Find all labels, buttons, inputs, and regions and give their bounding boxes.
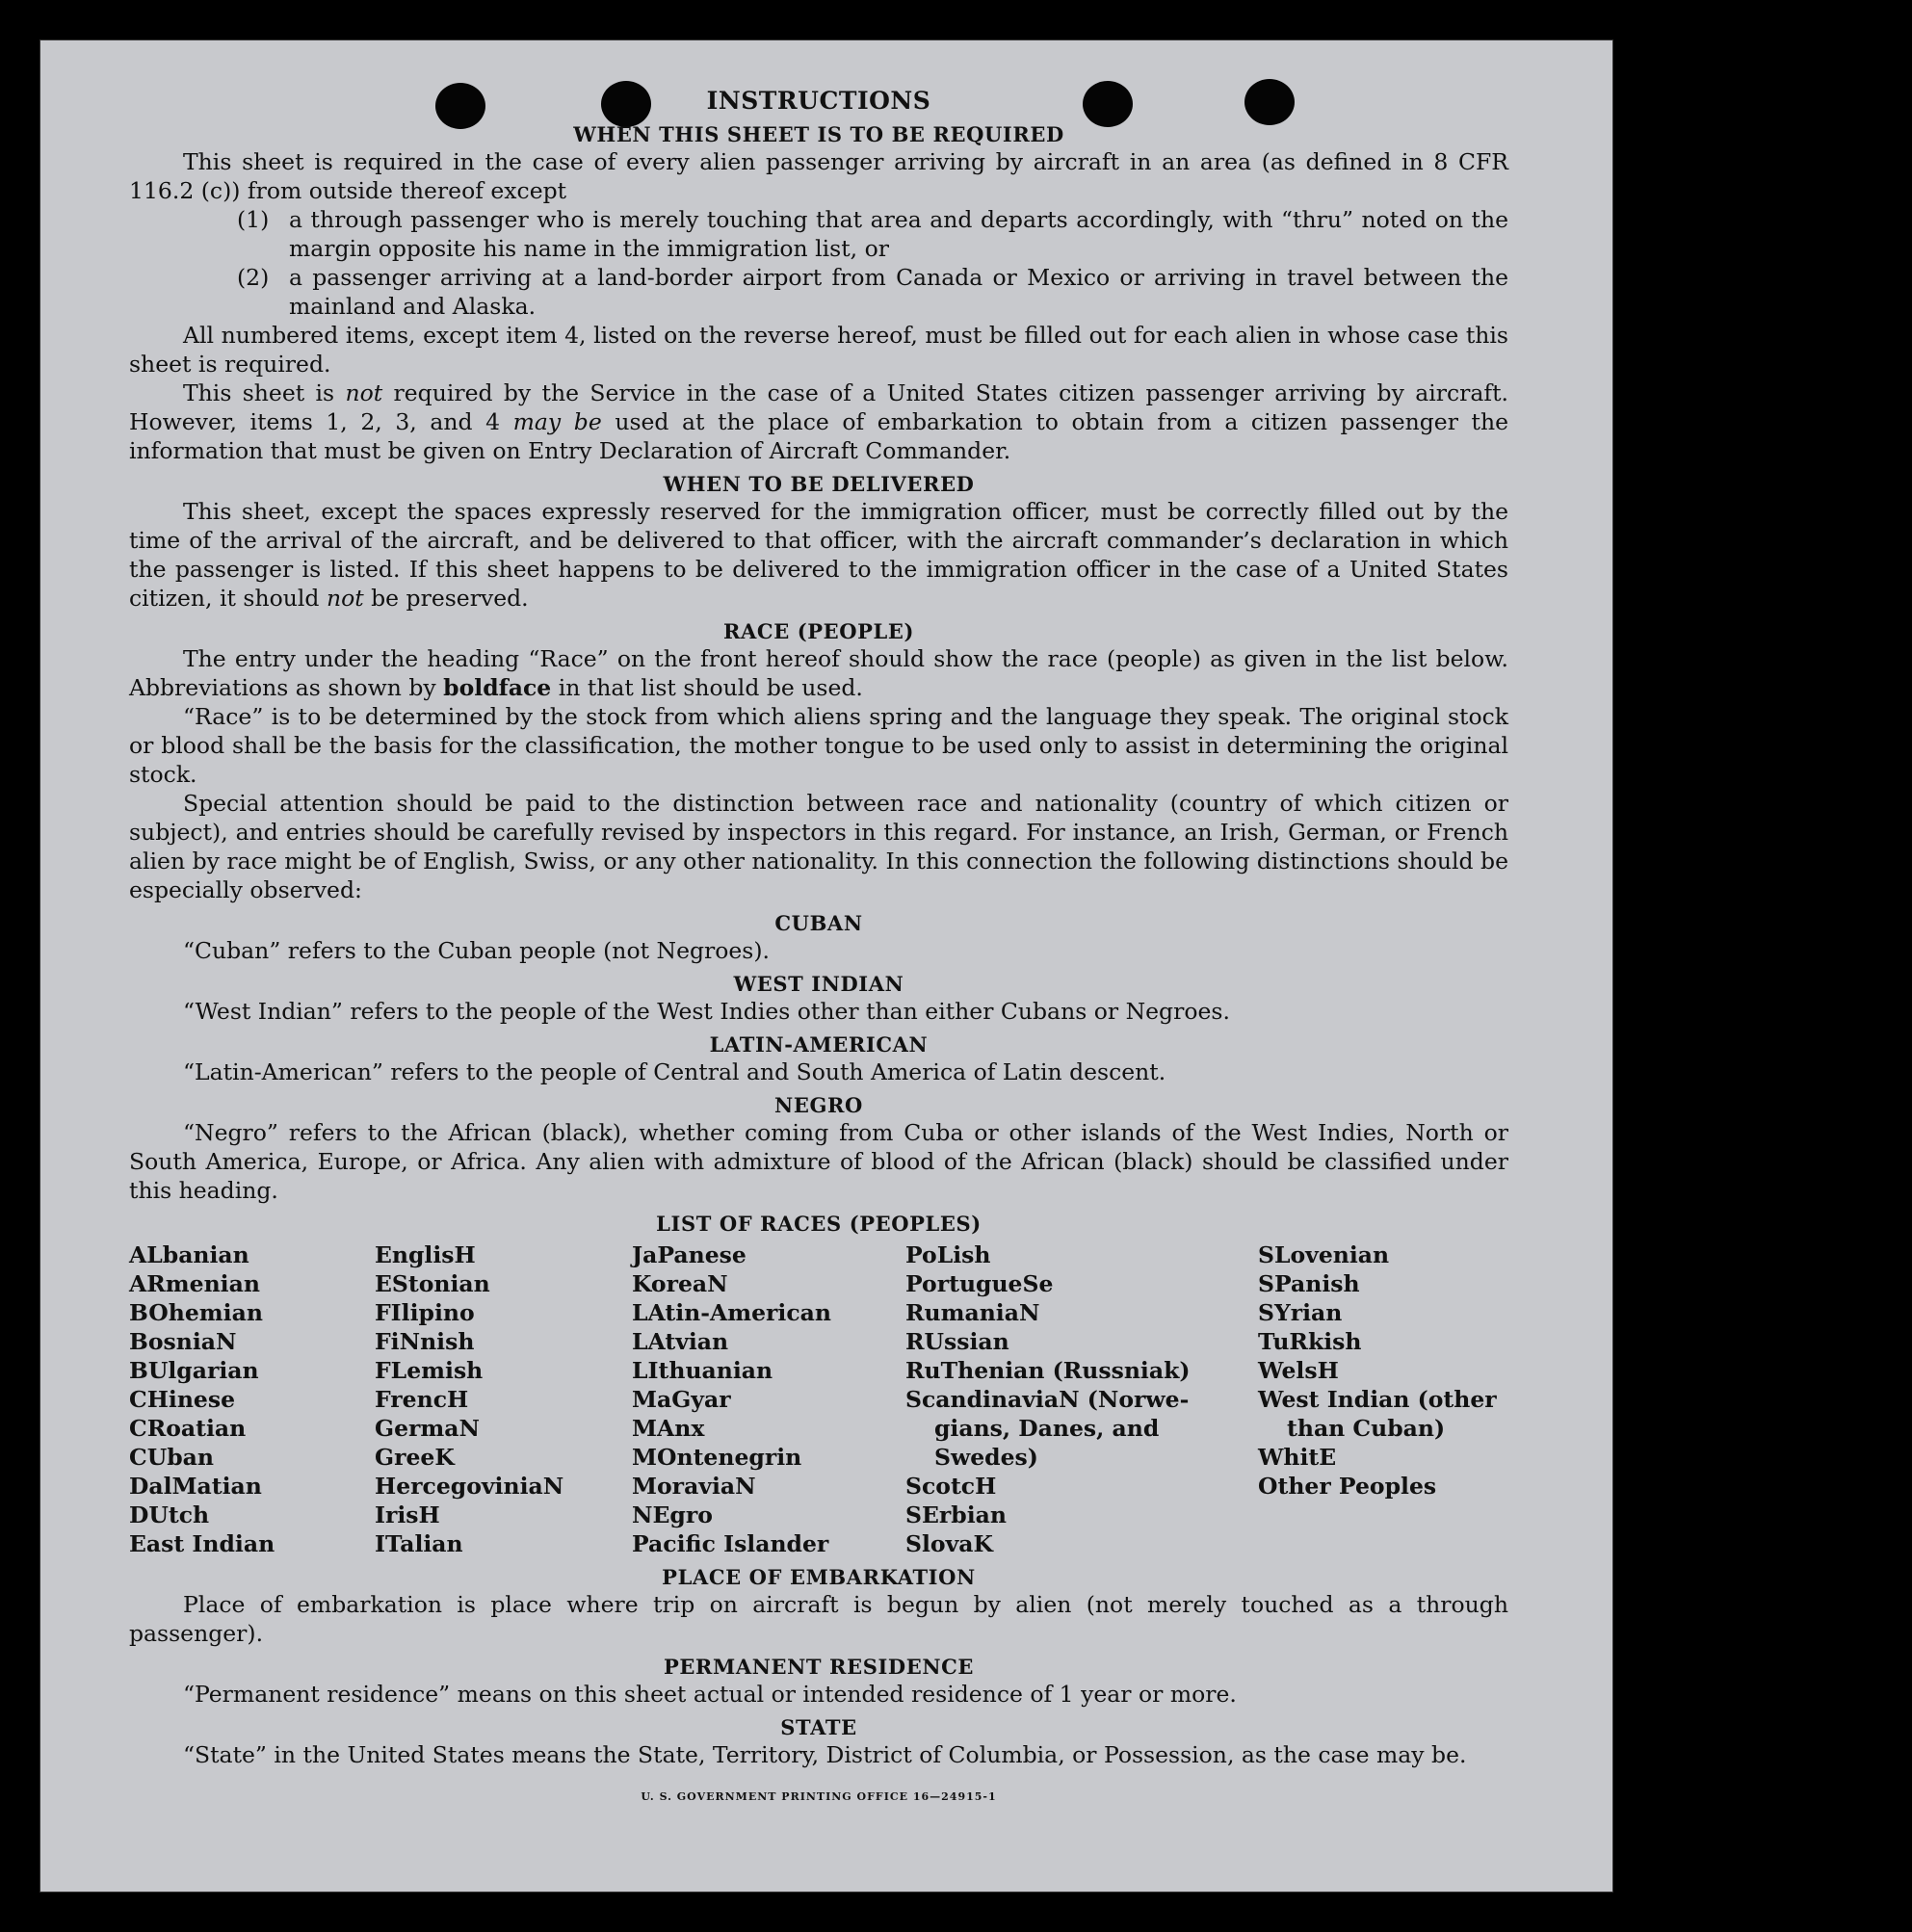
race-entry-continuation: gians, Danes, and: [934, 1415, 1160, 1442]
negro-paragraph: “Negro” refers to the African (black), whether coming from Cuba or other islands of the West Indies, North or South America, Europe, or Africa. Any alien with admixture of blood of the African (black) should be classified under this heading.: [129, 1119, 1508, 1204]
residence-paragraph: “Permanent residence” means on this sheet actual or intended residence of 1 year or more.: [183, 1681, 1237, 1708]
heading-embarkation: PLACE OF EMBARKATION: [662, 1565, 976, 1589]
when-delivered-paragraph: [129, 497, 1508, 613]
race-column-4: [905, 1240, 1258, 1558]
heading-west-indian: WEST INDIAN: [733, 972, 904, 996]
race-entry: LAtvian: [632, 1328, 729, 1355]
heading-when-required: WHEN THIS SHEET IS TO BE REQUIRED: [573, 122, 1064, 146]
race-paragraph-3: Special attention should be paid to the distinction between race and nationality (country of which citizen or subject), and entries should be carefully revised by inspectors in this regard. For instance, an Irish, German, or French alien by race might be of English, Swiss, or any other nationality. In this connection the following distinctions should be especially observed:: [129, 790, 1508, 903]
item-text: a through passenger who is merely touching that area and departs accordingly, with “thru” noted on the margin opposite his name in the immigration list, or: [289, 206, 1508, 262]
text-run: used at the place of embarkation to obtain from a citizen passenger the information that must be given on Entry Declaration of Aircraft Commander.: [129, 408, 1509, 464]
race-entry: East Indian: [129, 1530, 275, 1557]
race-entry: ScandinaviaN (Norwe-: [905, 1386, 1190, 1413]
race-entry: FiNnish: [375, 1328, 475, 1355]
race-entry: MoraviaN: [632, 1473, 756, 1500]
citizen-paragraph: [129, 379, 1508, 465]
text-run: The entry under the heading “Race” on the front hereof should show the race (people) as given in the list below. Abbreviations as shown by: [129, 645, 1508, 701]
race-entry: RumaniaN: [905, 1299, 1040, 1326]
emphasis-text: not: [326, 585, 364, 612]
when-required-intro: This sheet is required in the case of every alien passenger arriving by aircraft in an area (as defined in 8 CFR 116.2 (c)) from outside thereof except: [129, 148, 1508, 204]
race-entry: LAtin-American: [632, 1299, 831, 1326]
text-run: required by the Service in the case of a United States citizen passenger arriving by aircraft. However, items 1, 2, 3, and 4: [129, 379, 1508, 435]
race-entry: BosniaN: [129, 1328, 237, 1355]
race-column-3: [632, 1240, 905, 1558]
heading-state: STATE: [780, 1715, 857, 1739]
text-run: This sheet is: [183, 379, 346, 406]
numbered-items-paragraph: All numbered items, except item 4, listed on the reverse hereof, must be filled out for each alien in whose case this sheet is required.: [129, 322, 1508, 378]
document-body: [129, 79, 1508, 1812]
race-entry: GreeK: [375, 1444, 455, 1471]
race-entry: EStonian: [375, 1270, 490, 1297]
text-run: in that list should be used.: [551, 674, 863, 701]
state-paragraph: “State” in the United States means the State, Territory, District of Columbia, or Possession, as the case may be.: [183, 1741, 1467, 1768]
race-entry: SErbian: [905, 1501, 1007, 1528]
race-entry: CRoatian: [129, 1415, 247, 1442]
race-entry: ScotcH: [905, 1473, 997, 1500]
race-entry: BUlgarian: [129, 1357, 259, 1384]
page-title: INSTRUCTIONS: [706, 87, 931, 115]
race-column-5: [1258, 1240, 1508, 1558]
race-entry: SLovenian: [1258, 1241, 1390, 1268]
heading-latin-american: LATIN-AMERICAN: [709, 1032, 929, 1057]
heading-cuban: CUBAN: [774, 911, 863, 935]
race-entry: ITalian: [375, 1530, 463, 1557]
race-entry: FrencH: [375, 1386, 469, 1413]
bold-text: boldface: [443, 674, 552, 701]
race-entry: MAnx: [632, 1415, 705, 1442]
race-entry: WelsH: [1258, 1357, 1339, 1384]
race-entry: RuThenian (Russniak): [905, 1357, 1191, 1384]
race-entry: LIthuanian: [632, 1357, 773, 1384]
race-column-1: [129, 1240, 375, 1558]
race-entry: MOntenegrin: [632, 1444, 802, 1471]
race-entry: CHinese: [129, 1386, 236, 1413]
item-number: (2): [237, 264, 270, 291]
cuban-paragraph: “Cuban” refers to the Cuban people (not Negroes).: [183, 937, 771, 964]
race-entry: West Indian (other: [1258, 1386, 1497, 1413]
exception-item-2: [237, 263, 1508, 321]
race-entry: PoLish: [905, 1241, 991, 1268]
race-entry: GermaN: [375, 1415, 480, 1442]
race-entry-continuation: Swedes): [934, 1444, 1038, 1471]
race-entry: Other Peoples: [1258, 1473, 1437, 1500]
race-entry: CUban: [129, 1444, 214, 1471]
race-entry: SlovaK: [905, 1530, 993, 1557]
heading-permanent-residence: PERMANENT RESIDENCE: [663, 1655, 975, 1679]
heading-race: RACE (PEOPLE): [722, 619, 915, 643]
item-number: (1): [237, 206, 270, 233]
race-entry: WhitE: [1258, 1444, 1337, 1471]
race-column-2: [375, 1240, 632, 1558]
race-entry: ARmenian: [129, 1270, 260, 1297]
west-indian-paragraph: “West Indian” refers to the people of the West Indies other than either Cubans or Negroes.: [183, 998, 1230, 1025]
race-entry: JaPanese: [632, 1241, 746, 1268]
item-text: a passenger arriving at a land-border airport from Canada or Mexico or arriving in travel between the mainland and Alaska.: [289, 264, 1508, 320]
race-entry: DalMatian: [129, 1473, 262, 1500]
exception-item-1: [237, 205, 1508, 263]
text-run: This sheet, except the spaces expressly reserved for the immigration officer, must be correctly filled out by the time of the arrival of the aircraft, and be delivered to that officer, with the aircraft commander’s declaration in which the passenger is listed. If this sheet happens to be delivered to the immigration officer in the case of a United States citizen, it should: [129, 498, 1508, 612]
race-entry: IrisH: [375, 1501, 440, 1528]
embarkation-paragraph: Place of embarkation is place where trip on aircraft is begun by alien (not merely touched as a through passenger).: [129, 1591, 1508, 1647]
latin-american-paragraph: “Latin-American” refers to the people of Central and South America of Latin descent.: [183, 1058, 1166, 1085]
race-entry: EnglisH: [375, 1241, 476, 1268]
race-entry-continuation: than Cuban): [1287, 1415, 1446, 1442]
race-entry: SYrian: [1258, 1299, 1343, 1326]
race-entry: Pacific Islander: [632, 1530, 829, 1557]
race-entry: RUssian: [905, 1328, 1009, 1355]
race-entry: BOhemian: [129, 1299, 263, 1326]
text-run: be preserved.: [363, 585, 529, 612]
emphasis-text: not: [345, 379, 383, 406]
race-entry: ALbanian: [129, 1241, 249, 1268]
race-entry: HercegoviniaN: [375, 1473, 564, 1500]
heading-list-of-races: LIST OF RACES (PEOPLES): [656, 1212, 982, 1236]
printer-imprint: U. S. GOVERNMENT PRINTING OFFICE 16—24915-1: [641, 1790, 997, 1803]
race-entry: DUtch: [129, 1501, 210, 1528]
heading-negro: NEGRO: [774, 1093, 863, 1117]
race-entry: MaGyar: [632, 1386, 731, 1413]
race-list: [129, 1240, 1508, 1558]
race-paragraph-1: [129, 644, 1508, 702]
heading-when-delivered: WHEN TO BE DELIVERED: [663, 472, 975, 496]
document-sheet: [40, 40, 1612, 1892]
race-entry: SPanish: [1258, 1270, 1360, 1297]
race-entry: PortugueSe: [905, 1270, 1054, 1297]
race-paragraph-2: “Race” is to be determined by the stock from which aliens spring and the language they speak. The original stock or blood shall be the basis for the classification, the mother tongue to be used only to assist in determining the original stock.: [129, 703, 1508, 788]
race-entry: FLemish: [375, 1357, 484, 1384]
race-entry: TuRkish: [1258, 1328, 1362, 1355]
emphasis-text: may be: [512, 408, 602, 435]
race-entry: KoreaN: [632, 1270, 728, 1297]
race-entry: NEgro: [632, 1501, 713, 1528]
race-entry: FIlipino: [375, 1299, 475, 1326]
